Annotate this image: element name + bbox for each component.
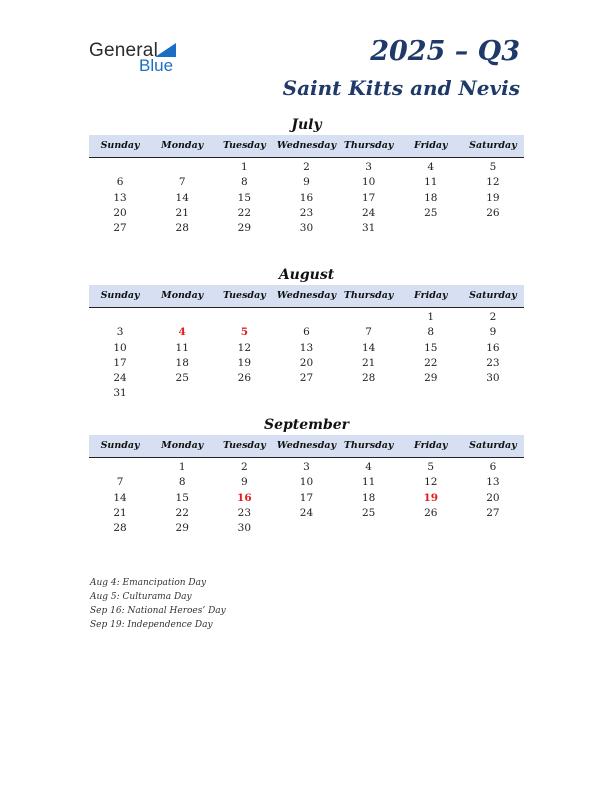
week-row	[89, 221, 524, 236]
day-cell: 9	[303, 176, 310, 189]
holiday-day-cell: 19	[423, 491, 439, 504]
day-cell: 16	[299, 191, 314, 204]
month-august	[89, 265, 524, 402]
day-cell	[338, 521, 400, 536]
weekday-label: Saturday	[469, 290, 517, 301]
day-cell: 23	[299, 206, 314, 219]
day-cell: 13	[486, 476, 500, 489]
day-cell	[89, 460, 151, 475]
day-cell	[338, 386, 400, 401]
weekday-header-row	[89, 135, 524, 158]
day-cell: 14	[175, 191, 189, 204]
holiday-notes	[90, 576, 390, 632]
day-cell: 26	[486, 206, 500, 219]
day-cell: 15	[424, 341, 438, 354]
day-cell: 1	[427, 311, 435, 323]
day-cell	[213, 386, 275, 401]
week-row	[89, 491, 524, 506]
day-cell: 27	[113, 222, 127, 235]
week-row	[89, 521, 524, 536]
day-cell: 3	[116, 326, 124, 339]
holiday-note: Sep 16: National Heroes’ Day	[90, 606, 226, 616]
weekday-label: Tuesday	[222, 140, 266, 151]
day-cell: 2	[489, 311, 497, 323]
day-cell	[462, 221, 524, 236]
week-row	[89, 310, 524, 325]
day-cell: 12	[237, 341, 252, 354]
weekday-label: Sunday	[100, 290, 140, 301]
weekday-header-row	[89, 285, 524, 308]
day-cell: 20	[299, 356, 314, 369]
day-cell: 13	[299, 341, 314, 354]
weekday-label: Thursday	[343, 440, 394, 451]
day-cell: 11	[361, 476, 376, 489]
day-cell: 4	[427, 161, 435, 173]
week-row	[89, 191, 524, 206]
holiday-note: Aug 5: Culturama Day	[90, 592, 192, 602]
weekday-label: Monday	[161, 440, 204, 451]
day-cell: 18	[175, 356, 189, 369]
day-cell: 28	[113, 522, 127, 535]
day-cell	[400, 386, 462, 401]
weekday-label: Thursday	[343, 290, 394, 301]
day-cell	[89, 160, 151, 175]
day-cell: 26	[237, 372, 252, 385]
weekday-label: Friday	[414, 290, 448, 301]
day-cell: 10	[299, 476, 314, 489]
day-cell: 6	[303, 326, 310, 339]
day-cell: 12	[486, 176, 500, 189]
day-cell	[151, 160, 213, 175]
day-cell: 15	[175, 491, 189, 504]
weekday-label: Thursday	[343, 140, 394, 151]
weekday-label: Tuesday	[222, 440, 266, 451]
day-cell: 5	[489, 161, 497, 173]
day-cell: 20	[113, 206, 127, 219]
weekday-label: Monday	[161, 290, 204, 301]
week-row	[89, 175, 524, 190]
day-cell: 19	[486, 191, 500, 204]
day-cell: 21	[113, 506, 127, 519]
week-row	[89, 325, 524, 340]
day-cell: 28	[361, 372, 376, 385]
day-cell	[213, 310, 275, 325]
day-cell: 17	[113, 356, 127, 369]
weekday-label: Wednesday	[276, 290, 337, 301]
day-cell	[151, 386, 213, 401]
day-cell: 29	[424, 372, 438, 385]
day-cell: 14	[113, 491, 127, 504]
day-cell: 29	[237, 222, 252, 235]
holiday-day-cell: 16	[237, 491, 252, 504]
day-cell: 23	[237, 506, 252, 519]
logo-blue-text: Blue	[139, 56, 174, 75]
day-cell: 25	[175, 372, 189, 385]
day-cell: 3	[303, 461, 310, 473]
day-cell: 8	[178, 476, 186, 489]
generalblue-logo	[89, 40, 189, 76]
day-cell: 2	[303, 161, 310, 173]
day-cell: 4	[365, 461, 372, 473]
day-cell: 22	[175, 506, 189, 519]
weekday-label: Saturday	[469, 440, 517, 451]
day-cell: 25	[424, 206, 438, 219]
week-row	[89, 371, 524, 386]
day-cell: 30	[299, 222, 314, 235]
logo-triangle-icon	[155, 43, 176, 57]
week-row	[89, 206, 524, 221]
day-cell: 5	[427, 461, 435, 473]
day-cell: 19	[237, 356, 252, 369]
day-cell: 2	[241, 461, 248, 473]
day-cell	[89, 310, 151, 325]
page-title: 2025 – Q3	[370, 36, 520, 67]
day-cell: 17	[361, 191, 376, 204]
day-cell	[400, 221, 462, 236]
weekday-label: Friday	[414, 440, 448, 451]
weekday-header-row	[89, 435, 524, 458]
day-cell	[151, 310, 213, 325]
month-name: August	[278, 267, 335, 283]
day-cell: 15	[237, 191, 252, 204]
week-row	[89, 506, 524, 521]
day-cell	[338, 310, 400, 325]
day-cell: 26	[424, 506, 438, 519]
day-cell: 8	[427, 326, 435, 339]
day-cell: 11	[175, 341, 189, 354]
day-cell: 6	[489, 461, 497, 473]
weekday-label: Saturday	[469, 140, 517, 151]
weekday-label: Monday	[161, 140, 204, 151]
day-cell: 6	[116, 176, 124, 189]
holiday-day-cell: 4	[178, 326, 186, 339]
day-cell: 24	[361, 206, 376, 219]
day-cell: 29	[175, 522, 189, 535]
day-cell: 21	[175, 206, 189, 219]
day-cell: 3	[365, 161, 372, 173]
day-cell: 1	[241, 161, 248, 173]
weekday-label: Sunday	[100, 140, 140, 151]
day-cell: 31	[113, 387, 127, 400]
day-cell: 7	[116, 476, 124, 489]
day-cell: 10	[113, 341, 127, 354]
weekday-label: Tuesday	[222, 290, 266, 301]
week-row	[89, 341, 524, 356]
logo-general-text: General	[89, 40, 158, 61]
day-cell: 22	[424, 356, 438, 369]
day-cell: 17	[299, 491, 314, 504]
week-row	[89, 460, 524, 475]
day-cell: 12	[424, 476, 438, 489]
day-cell: 14	[361, 341, 376, 354]
day-cell: 27	[486, 506, 500, 519]
day-cell: 9	[241, 476, 248, 489]
week-row	[89, 356, 524, 371]
day-cell: 7	[365, 326, 372, 339]
day-cell: 30	[486, 372, 500, 385]
day-cell	[275, 386, 337, 401]
day-cell: 1	[178, 461, 186, 473]
holiday-note: Aug 4: Emancipation Day	[90, 578, 207, 588]
day-cell: 13	[113, 191, 127, 204]
week-row	[89, 386, 524, 401]
week-row	[89, 160, 524, 175]
day-cell: 23	[486, 356, 500, 369]
holiday-day-cell: 5	[240, 326, 248, 339]
weekday-label: Friday	[414, 140, 448, 151]
day-cell: 10	[361, 176, 376, 189]
day-cell	[462, 521, 524, 536]
day-cell	[462, 386, 524, 401]
day-cell: 30	[237, 522, 252, 535]
day-cell: 11	[424, 176, 438, 189]
day-cell	[275, 310, 337, 325]
day-cell: 27	[299, 372, 314, 385]
day-cell: 9	[489, 326, 497, 339]
month-july	[89, 115, 524, 236]
holiday-note: Sep 19: Independence Day	[90, 620, 213, 630]
day-cell: 24	[113, 372, 127, 385]
day-cell	[275, 521, 337, 536]
day-cell: 21	[361, 356, 376, 369]
month-name: July	[291, 117, 322, 133]
day-cell: 7	[178, 176, 186, 189]
week-row	[89, 475, 524, 490]
weekday-label: Wednesday	[276, 440, 337, 451]
day-cell: 18	[424, 191, 438, 204]
day-cell: 28	[175, 222, 189, 235]
day-cell: 8	[241, 176, 248, 189]
day-cell: 18	[361, 491, 376, 504]
day-cell: 16	[486, 341, 500, 354]
month-september	[89, 415, 524, 536]
weekday-label: Sunday	[100, 440, 140, 451]
day-cell: 24	[299, 506, 314, 519]
page-subtitle: Saint Kitts and Nevis	[282, 76, 520, 100]
day-cell: 22	[237, 206, 252, 219]
weekday-label: Wednesday	[276, 140, 337, 151]
day-cell	[400, 521, 462, 536]
day-cell: 31	[361, 222, 376, 235]
day-cell: 25	[361, 506, 376, 519]
month-name: September	[263, 417, 350, 433]
day-cell: 20	[486, 491, 500, 504]
